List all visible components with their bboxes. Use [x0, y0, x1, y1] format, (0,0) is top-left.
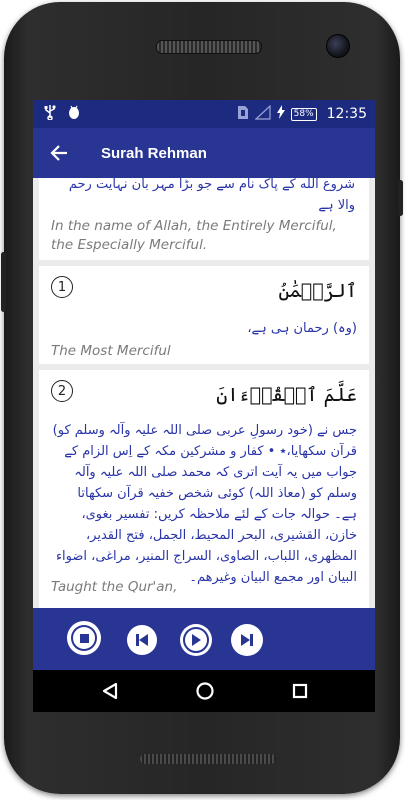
verse-english-translation: Taught the Qur'an,: [51, 579, 178, 595]
arrow-back-icon: [50, 144, 68, 162]
system-nav-bar: [33, 670, 375, 712]
back-button[interactable]: [33, 128, 85, 178]
circle-home-icon: [195, 681, 215, 701]
battery-percent: 58%: [291, 108, 317, 121]
next-button[interactable]: [231, 624, 263, 656]
verse-arabic-text: ٱلرَّحۡمَٰنُ: [278, 280, 357, 302]
previous-button[interactable]: [127, 625, 157, 655]
volume-button: [1, 252, 6, 312]
audio-player-bar: [33, 608, 375, 670]
battery-charging-icon: [277, 105, 285, 123]
stop-button[interactable]: [67, 621, 101, 655]
recents-nav[interactable]: [285, 670, 315, 712]
verse-urdu-translation: شروع الله کے پاک نام سے جو بڑا مہر بان نہایت رحم والا ہے: [68, 178, 355, 213]
signal-icon: [255, 105, 271, 124]
clock: 12:35: [326, 106, 367, 122]
front-camera: [326, 34, 350, 58]
verse-number: 1: [51, 276, 73, 298]
android-debug-icon: [67, 104, 81, 124]
power-button: [398, 180, 403, 216]
verse-card-bismillah[interactable]: [39, 178, 369, 260]
verse-card-2[interactable]: [39, 370, 369, 608]
app-bar: [33, 128, 375, 178]
back-nav[interactable]: [95, 670, 125, 712]
status-bar: [33, 100, 375, 128]
bottom-speaker: [140, 754, 276, 764]
verse-urdu-translation: (وہ) رحمان ہی ہے،: [247, 321, 357, 336]
earpiece-speaker: [156, 40, 262, 54]
verse-english-translation: The Most Merciful: [51, 343, 171, 359]
skip-next-icon: [240, 633, 254, 647]
play-icon: [191, 634, 201, 646]
verse-card-1[interactable]: [39, 266, 369, 364]
skip-previous-icon: [135, 633, 149, 647]
sim-card-icon: [237, 105, 249, 124]
stop-icon: [80, 634, 89, 643]
verse-number: 2: [51, 380, 73, 402]
verse-arabic-text: عَلَّمَ ٱلۡقُرۡءَانَ: [216, 384, 357, 406]
page-title: Surah Rehman: [101, 144, 207, 162]
triangle-back-icon: [102, 682, 118, 700]
verse-list[interactable]: [33, 178, 375, 608]
verse-urdu-translation: جس نے (خود رسولِ عربی صلی اللہ علیہ وآلہ وسلم کو) قرآن سکھایا،٭ • کفار و مشرکین مکہ کے اِس الزام کے جواب میں یہ آیت اتری کہ محمد صلی اللہ علیہ وآلہ وسلم کو (معاذ اللہ) کوئی شخص خفیہ قرآن سکھاتا ہے۔ حوالہ جات کے لئے ملاحظہ کریں: تفسیر بغوی، خازن، القشیری، البحر المحیط، الجمل، فتح القدیر، المظھری، اللباب، الصاوی، السراج المنیر، مراغی، اضواء البیان اور مجمع البیان وغیرھم۔: [52, 423, 357, 585]
usb-icon: [43, 104, 57, 124]
verse-english-translation: In the name of Allah, the Entirely Merciful, the Especially Merciful.: [51, 218, 337, 253]
square-recents-icon: [292, 683, 308, 699]
home-nav[interactable]: [190, 670, 220, 712]
phone-screen: [33, 100, 375, 712]
play-button[interactable]: [180, 624, 212, 656]
